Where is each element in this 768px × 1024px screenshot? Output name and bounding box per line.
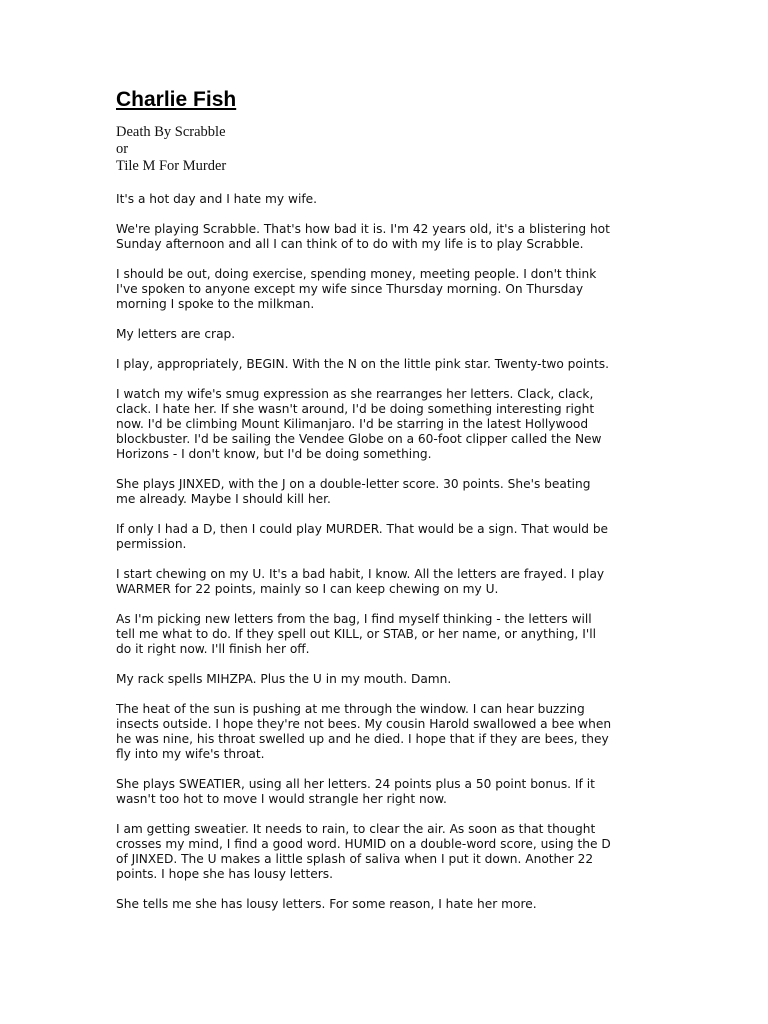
text-line: WARMER for 22 points, mainly so I can keep chewing on my U. xyxy=(116,582,499,596)
text-line: I should be out, doing exercise, spending money, meeting people. I don't think xyxy=(116,267,597,281)
text-line: wasn't too hot to move I would strangle her right now. xyxy=(116,792,447,806)
text-line: now. I'd be climbing Mount Kilimanjaro. I'd be starring in the latest Hollywood xyxy=(116,417,589,431)
text-line: Horizons - I don't know, but I'd be doing something. xyxy=(116,447,432,461)
title-line: Death By Scrabble xyxy=(116,124,226,140)
author-name: Charlie Fish xyxy=(116,88,237,111)
paragraph xyxy=(116,327,656,342)
text-line: tell me what to do. If they spell out KILL, or STAB, or her name, or anything, I'll xyxy=(116,627,596,641)
text-line: She tells me she has lousy letters. For some reason, I hate her more. xyxy=(116,897,537,911)
text-line: of JINXED. The U makes a little splash of saliva when I put it down. Another 22 xyxy=(116,852,594,866)
paragraph xyxy=(116,357,656,372)
text-line: My rack spells MIHZPA. Plus the U in my mouth. Damn. xyxy=(116,672,452,686)
text-line: crosses my mind, I find a good word. HUMID on a double-word score, using the D xyxy=(116,837,611,851)
story-title xyxy=(116,124,656,175)
text-line: I am getting sweatier. It needs to rain, to clear the air. As soon as that thought xyxy=(116,822,596,836)
story-body xyxy=(116,192,656,912)
text-line: I've spoken to anyone except my wife since Thursday morning. On Thursday xyxy=(116,282,584,296)
paragraph xyxy=(116,612,656,657)
paragraph xyxy=(116,777,656,807)
text-line: If only I had a D, then I could play MURDER. That would be a sign. That would be xyxy=(116,522,609,536)
paragraph xyxy=(116,192,656,207)
text-line: points. I hope she has lousy letters. xyxy=(116,867,333,881)
text-line: he was nine, his throat swelled up and he died. I hope that if they are bees, they xyxy=(116,732,609,746)
text-line: fly into my wife's throat. xyxy=(116,747,265,761)
text-line: blockbuster. I'd be sailing the Vendee Globe on a 60-foot clipper called the New xyxy=(116,432,602,446)
text-line: permission. xyxy=(116,537,187,551)
text-line: As I'm picking new letters from the bag, I find myself thinking - the letters will xyxy=(116,612,592,626)
title-line: or xyxy=(116,141,129,157)
paragraph xyxy=(116,222,656,252)
paragraph xyxy=(116,702,656,762)
text-line: I start chewing on my U. It's a bad habit, I know. All the letters are frayed. I play xyxy=(116,567,605,581)
document-page xyxy=(116,86,656,927)
paragraph xyxy=(116,672,656,687)
text-line: I watch my wife's smug expression as she rearranges her letters. Clack, clack, xyxy=(116,387,594,401)
text-line: She plays SWEATIER, using all her letters. 24 points plus a 50 point bonus. If it xyxy=(116,777,595,791)
text-line: We're playing Scrabble. That's how bad it is. I'm 42 years old, it's a blistering hot xyxy=(116,222,610,236)
text-line: do it right now. I'll finish her off. xyxy=(116,642,310,656)
text-line: Sunday afternoon and all I can think of to do with my life is to play Scrabble. xyxy=(116,237,584,251)
text-line: clack. I hate her. If she wasn't around, I'd be doing something interesting right xyxy=(116,402,595,416)
text-line: It's a hot day and I hate my wife. xyxy=(116,192,318,206)
text-line: insects outside. I hope they're not bees. My cousin Harold swallowed a bee when xyxy=(116,717,612,731)
text-line: I play, appropriately, BEGIN. With the N on the little pink star. Twenty-two points. xyxy=(116,357,609,371)
text-line: The heat of the sun is pushing at me through the window. I can hear buzzing xyxy=(116,702,585,716)
text-line: me already. Maybe I should kill her. xyxy=(116,492,331,506)
text-line: morning I spoke to the milkman. xyxy=(116,297,315,311)
title-line: Tile M For Murder xyxy=(116,158,227,174)
paragraph xyxy=(116,387,656,462)
paragraph xyxy=(116,267,656,312)
paragraph xyxy=(116,822,656,882)
paragraph xyxy=(116,897,656,912)
text-line: She plays JINXED, with the J on a double-letter score. 30 points. She's beating xyxy=(116,477,591,491)
text-line: My letters are crap. xyxy=(116,327,236,341)
paragraph xyxy=(116,522,656,552)
paragraph xyxy=(116,567,656,597)
paragraph xyxy=(116,477,656,507)
